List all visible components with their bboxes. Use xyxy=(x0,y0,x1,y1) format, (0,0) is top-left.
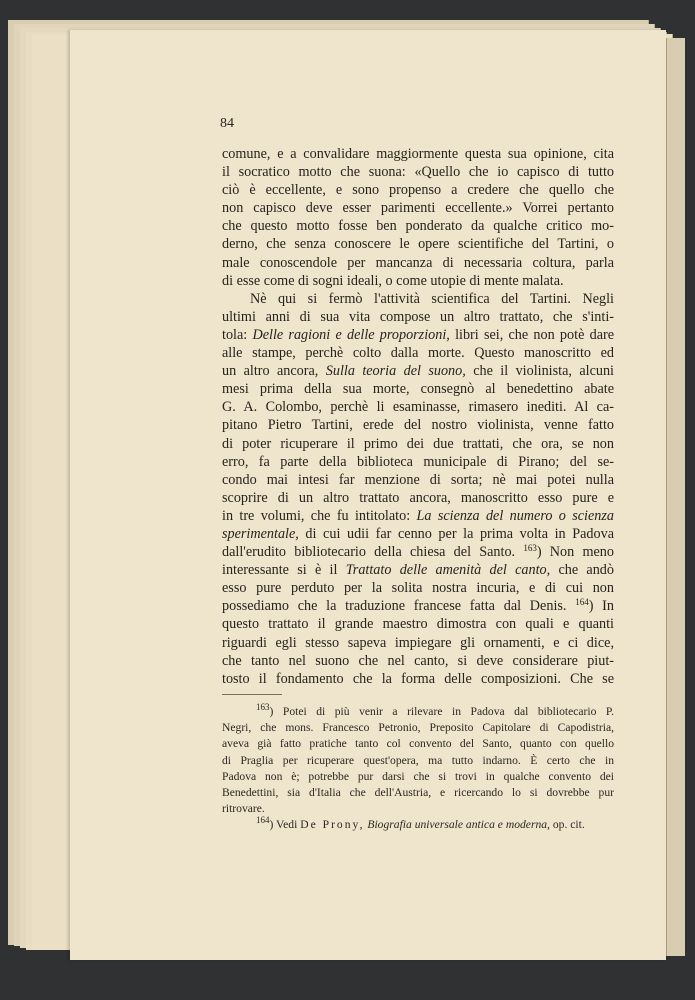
footnote-line: aveva già fatto pratiche tanto col convento del Santo, quanto con quello xyxy=(222,737,614,751)
text-line: scoprire di un altro trattato ancora, manoscritto esso pure e xyxy=(222,489,614,506)
text-line: condo mai intesi far menzione di sorta; nè mai potei nulla xyxy=(222,471,614,488)
book-title: sperimentale, xyxy=(222,525,299,542)
footnote-number: 163 xyxy=(256,702,270,712)
text-line: tola: Delle ragioni e delle proporzioni, libri sei, che non potè dare xyxy=(222,326,615,343)
text-line: non capisco deve esser parimenti eccellente.» Vorrei pertanto xyxy=(222,200,614,217)
book-title: Biografia universale antica e moderna, xyxy=(367,818,550,832)
text-line: di poter ricuperare il primo dei due trattati, che ora, se non xyxy=(222,435,614,452)
text-line: dall'erudito bibliotecario della chiesa del Santo. $^{163}$) Non meno xyxy=(222,543,614,561)
text-line: riguardi egli stesso sapeva impiegare gli ornamenti, e ci dice, xyxy=(222,634,614,651)
text-line: pitano Pietro Tartini, erede del nostro violinista, venne fatto xyxy=(222,417,614,434)
main-text xyxy=(222,145,614,688)
text-line: erro, fa parte della biblioteca municipale di Pirano; del se- xyxy=(222,453,614,470)
author-name: De Prony, xyxy=(300,818,365,832)
text-line: esso pure perduto per la solita nostra incuria, e di cui non xyxy=(222,580,614,597)
text-line: di esse come di sogni ideali, o come utopie di mente malata. xyxy=(222,272,564,289)
book-title: La scienza del numero o scienza xyxy=(416,507,614,524)
text-line: ultimi anni di sua vita compose un altro trattato, che s'inti- xyxy=(222,308,614,325)
text-line: male conoscendole per mancanza di necessaria coltura, parla xyxy=(222,254,614,271)
text-line: un altro ancora, Sulla teoria del suono, che il violinista, alcuni xyxy=(222,363,614,380)
text-line: sperimentale, di cui udii far cenno per la prima volta in Padova xyxy=(222,525,614,542)
text-line: in tre volumi, che fu intitolato: La scienza del numero o scienza xyxy=(222,507,614,524)
text-line: Nè qui si fermò l'attività scientifica del Tartini. Negli xyxy=(250,290,614,307)
text-line: tosto il fondamento che la forma delle composizioni. Che se xyxy=(222,670,614,687)
text-line: mesi prima della sua morte, consegnò al benedettino abate xyxy=(222,381,614,398)
footnotes xyxy=(222,704,614,834)
footnote-line: Negri, che mons. Francesco Petronio, Preposito Capitolare di Capodistria, xyxy=(222,721,614,735)
text-line: che tanto nel suono che nel canto, si deve considerare piut- xyxy=(222,652,614,669)
page-number: 84 xyxy=(220,116,234,131)
text-line: alle stampe, perchè colto dalla morte. Questo manoscritto ed xyxy=(222,345,614,362)
text-line: G. A. Colombo, perchè li esaminasse, rimasero inediti. Al ca- xyxy=(222,399,614,416)
text-line: il socratico motto che suona: «Quello che io capisco di tutto xyxy=(222,164,614,181)
book-title: Sulla teoria del suono, xyxy=(325,363,466,380)
text-line: interessante si è il Trattato delle amenità del canto, che andò xyxy=(222,562,614,579)
facing-page-edge xyxy=(666,38,685,956)
text-line: derno, che senza conoscere le opere scientifiche del Tartini, o xyxy=(222,236,614,253)
text-line: questo trattato il grande maestro dimostra con quali e quanti xyxy=(222,616,614,633)
footnote-line: di Praglia per ricuperare quest'opera, ma tutto indarno. È certo che in xyxy=(222,753,614,767)
text-line: comune, e a convalidare maggiormente questa sua opinione, cita xyxy=(222,146,614,162)
footnote-line: Benedettini, sia d'Italia che dell'Austria, e ricercando lo si dovrebbe pur xyxy=(222,785,614,799)
text-line: ciò è eccellente, e sono propenso a credere che quello che xyxy=(222,182,614,199)
footnote-line: ritrovare. xyxy=(222,802,265,816)
footnote-ref: 164 xyxy=(575,597,589,608)
footnote-line: $^{163}$) Potei di più venir a rilevare in Padova dal bibliotecario P. xyxy=(256,702,614,718)
footnote-line: Padova non è; potrebbe pur darsi che si trovi in qualche convento dei xyxy=(222,769,614,783)
text-line: possediamo che la traduzione francese fatta dal Denis. $^{164}$) In xyxy=(222,597,614,615)
footnote-number: 164 xyxy=(256,815,270,826)
book-title: Delle ragioni e delle proporzioni, xyxy=(252,326,450,343)
book-title: Trattato delle amenità del canto, xyxy=(345,562,551,579)
footnote-divider xyxy=(222,694,282,695)
footnote-line: $^{164}$) Vedi De Prony, Biografia universale antica e moderna, op. cit. xyxy=(256,815,585,832)
text-line: che questo motto fosse ben ponderato da qualche critico mo- xyxy=(222,218,614,235)
footnote-ref: 163 xyxy=(523,543,537,554)
